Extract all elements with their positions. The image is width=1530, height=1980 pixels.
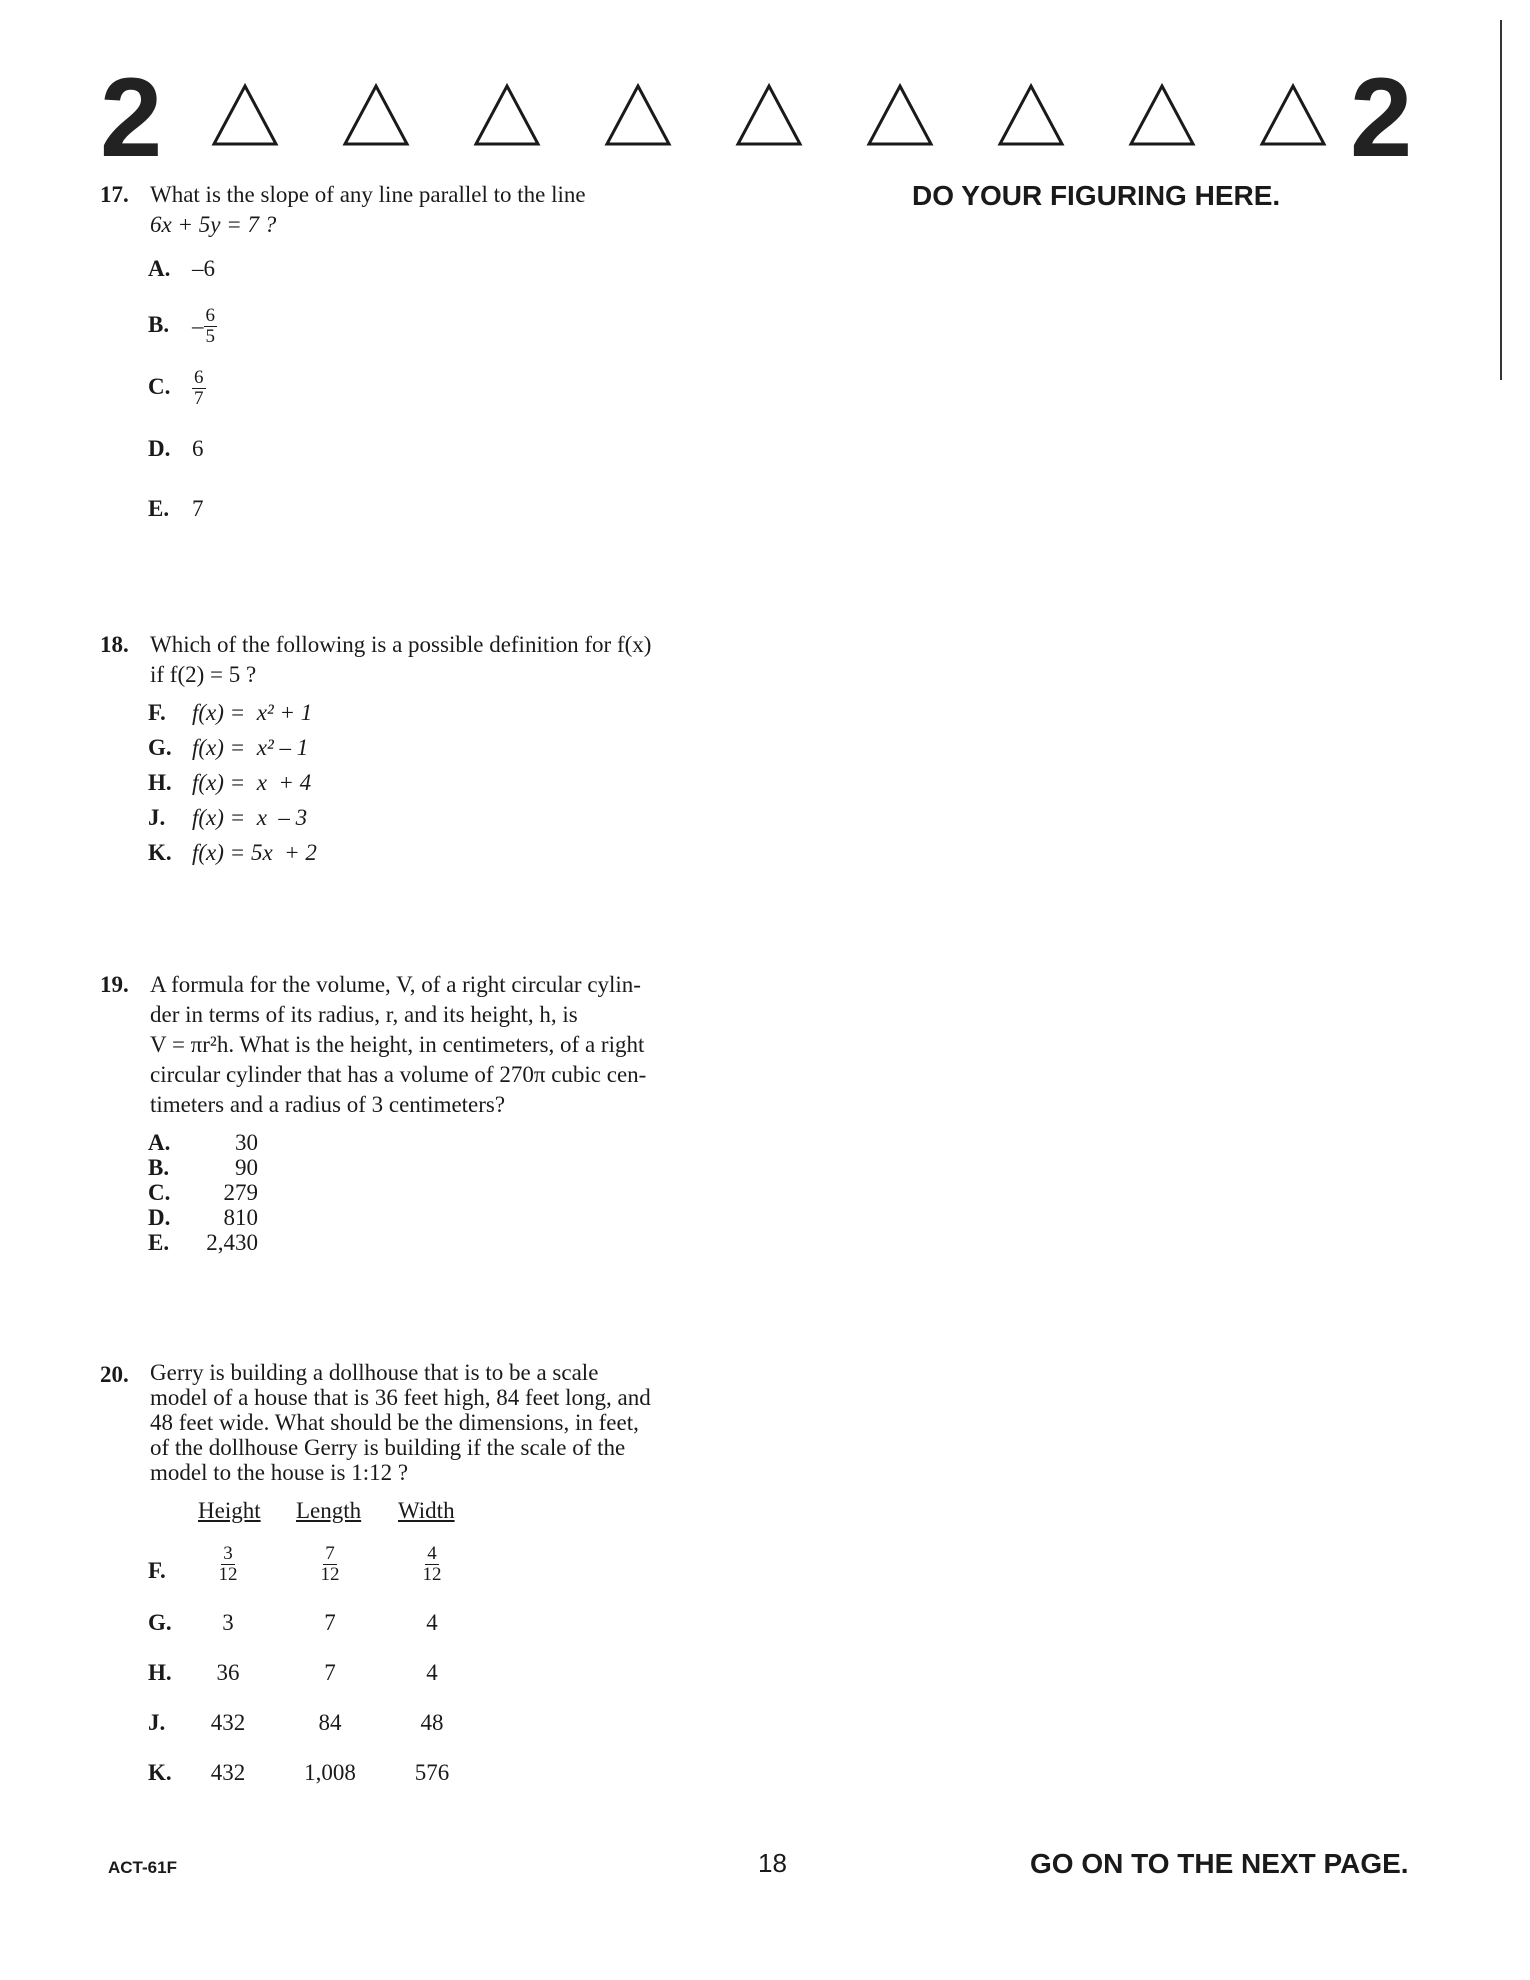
option-f[interactable] xyxy=(148,1544,488,1600)
column-header-length: Length xyxy=(296,1498,362,1523)
option-d[interactable] xyxy=(148,1205,258,1230)
stem-line: 6x + 5y = 7 ? xyxy=(150,212,277,237)
triangle-icon xyxy=(603,82,673,148)
question-number: 19. xyxy=(100,972,129,997)
option-label: F. xyxy=(148,700,166,725)
option-h[interactable] xyxy=(148,1660,488,1700)
triangle-icon xyxy=(1127,82,1197,148)
option-label: A. xyxy=(148,256,171,281)
width-value: 48 xyxy=(420,1710,444,1735)
stem-line: Which of the following is a possible definition for f(x) xyxy=(150,632,652,657)
length-value: 7 xyxy=(324,1660,336,1685)
triangle-icon xyxy=(734,82,804,148)
option-text: f(x) = 5x + 2 xyxy=(192,840,317,865)
option-label: C. xyxy=(148,1180,171,1205)
option-text: 2,430 xyxy=(206,1230,258,1255)
triangle-icon xyxy=(341,82,411,148)
option-f[interactable] xyxy=(148,700,312,726)
minus-sign: – xyxy=(192,313,204,339)
question-number: 17. xyxy=(100,182,129,207)
option-label: H. xyxy=(148,1660,172,1685)
stem-line: der in terms of its radius, r, and its height, h, is xyxy=(150,1002,578,1027)
stem-line: of the dollhouse Gerry is building if the scale of the xyxy=(150,1435,626,1460)
width-value: 4 xyxy=(426,1610,438,1635)
denominator: 5 xyxy=(205,326,215,347)
form-code: ACT-61F xyxy=(108,1858,177,1877)
fraction xyxy=(192,368,206,409)
triangle-icon xyxy=(1258,82,1328,148)
denominator: 12 xyxy=(320,1564,340,1585)
height-value: 3 xyxy=(222,1610,234,1635)
numerator: 6 xyxy=(194,367,204,388)
height-value: 432 xyxy=(210,1760,246,1785)
option-text: 6 xyxy=(192,436,204,461)
option-label: K. xyxy=(148,1760,172,1785)
stem-line: if f(2) = 5 ? xyxy=(150,662,257,687)
stem-line: circular cylinder that has a volume of 270π cubic cen- xyxy=(150,1062,647,1087)
width-value xyxy=(392,1544,472,1585)
option-d[interactable] xyxy=(148,436,204,462)
stem-line: model of a house that is 36 feet high, 84 feet long, and xyxy=(150,1385,651,1410)
option-b[interactable] xyxy=(148,1155,258,1180)
height-value: 432 xyxy=(210,1710,246,1735)
stem-line: A formula for the volume, V, of a right circular cylin- xyxy=(150,972,641,997)
option-label: K. xyxy=(148,840,172,865)
triangle-icon xyxy=(996,82,1066,148)
option-text: –6 xyxy=(192,256,215,281)
denominator: 12 xyxy=(218,1564,238,1585)
option-label: E. xyxy=(148,496,170,521)
option-e[interactable] xyxy=(148,1230,258,1255)
option-label: J. xyxy=(148,805,166,830)
option-label: G. xyxy=(148,735,172,760)
height-value xyxy=(188,1544,268,1585)
option-k[interactable] xyxy=(148,1760,488,1800)
column-header-width: Width xyxy=(398,1498,455,1523)
option-label: D. xyxy=(148,436,171,461)
option-label: B. xyxy=(148,311,170,337)
question-number: 18. xyxy=(100,632,129,657)
width-value: 576 xyxy=(414,1760,450,1785)
question-18 xyxy=(100,630,750,690)
option-g[interactable] xyxy=(148,1610,488,1650)
option-j[interactable] xyxy=(148,805,307,831)
option-label: E. xyxy=(148,1230,170,1255)
triangle-icon xyxy=(865,82,935,148)
option-label: A. xyxy=(148,1130,171,1155)
fraction xyxy=(204,306,218,347)
numerator: 7 xyxy=(325,1543,335,1564)
section-number-left: 2 xyxy=(100,55,163,180)
option-c[interactable] xyxy=(148,368,206,409)
length-value xyxy=(290,1544,370,1585)
question-17 xyxy=(100,180,750,240)
option-a[interactable] xyxy=(148,1130,258,1155)
stem-line: model to the house is 1:12 ? xyxy=(150,1460,409,1485)
numerator: 4 xyxy=(427,1543,437,1564)
question-stem xyxy=(150,1360,750,1485)
margin-rule xyxy=(1500,20,1502,380)
denominator: 12 xyxy=(422,1564,442,1585)
stem-line: timeters and a radius of 3 centimeters? xyxy=(150,1092,506,1117)
figuring-label: DO YOUR FIGURING HERE. xyxy=(912,180,1281,211)
option-label: C. xyxy=(148,373,171,399)
numerator: 3 xyxy=(223,1543,233,1564)
option-label: F. xyxy=(148,1558,166,1583)
triangle-icon xyxy=(472,82,542,148)
option-e[interactable] xyxy=(148,496,204,522)
option-text: 30 xyxy=(235,1130,258,1155)
option-text: 90 xyxy=(235,1155,258,1180)
triangle-icon xyxy=(210,82,280,148)
question-number: 20. xyxy=(100,1362,129,1387)
next-page-notice: GO ON TO THE NEXT PAGE. xyxy=(1030,1848,1409,1879)
question-19 xyxy=(100,970,750,1120)
option-label: G. xyxy=(148,1610,172,1635)
option-j[interactable] xyxy=(148,1710,488,1750)
option-c[interactable] xyxy=(148,1180,258,1205)
option-text: f(x) = x + 4 xyxy=(192,770,312,795)
option-h[interactable] xyxy=(148,770,311,796)
triangle-row xyxy=(210,82,1330,148)
option-a[interactable] xyxy=(148,256,215,282)
option-text: f(x) = x² – 1 xyxy=(192,735,309,760)
question-stem xyxy=(150,180,750,240)
option-label: H. xyxy=(148,770,172,795)
option-k[interactable] xyxy=(148,840,317,866)
stem-line: What is the slope of any line parallel to the line xyxy=(150,182,586,207)
numerator: 6 xyxy=(205,305,215,326)
option-text: 810 xyxy=(223,1205,258,1230)
length-value: 7 xyxy=(324,1610,336,1635)
stem-line: V = πr²h. What is the height, in centimeters, of a right xyxy=(150,1032,645,1057)
option-text: 279 xyxy=(223,1180,258,1205)
question-stem xyxy=(150,630,750,690)
height-value: 36 xyxy=(216,1660,240,1685)
option-g[interactable] xyxy=(148,735,308,761)
option-label: B. xyxy=(148,1155,170,1180)
question-stem xyxy=(150,970,750,1120)
option-b[interactable] xyxy=(148,306,217,347)
page-number: 18 xyxy=(758,1848,787,1878)
stem-line: 48 feet wide. What should be the dimensions, in feet, xyxy=(150,1410,639,1435)
question-20 xyxy=(100,1360,750,1485)
length-value: 84 xyxy=(318,1710,342,1735)
stem-line: Gerry is building a dollhouse that is to be a scale xyxy=(150,1360,599,1385)
option-text: f(x) = x² + 1 xyxy=(192,700,313,725)
option-label: J. xyxy=(148,1710,166,1735)
option-label: D. xyxy=(148,1205,171,1230)
width-value: 4 xyxy=(426,1660,438,1685)
option-text: 7 xyxy=(192,496,204,521)
denominator: 7 xyxy=(194,388,204,409)
length-value: 1,008 xyxy=(304,1760,356,1785)
option-text: f(x) = x – 3 xyxy=(192,805,308,830)
section-number-right: 2 xyxy=(1350,55,1413,180)
column-header-height: Height xyxy=(198,1498,261,1523)
